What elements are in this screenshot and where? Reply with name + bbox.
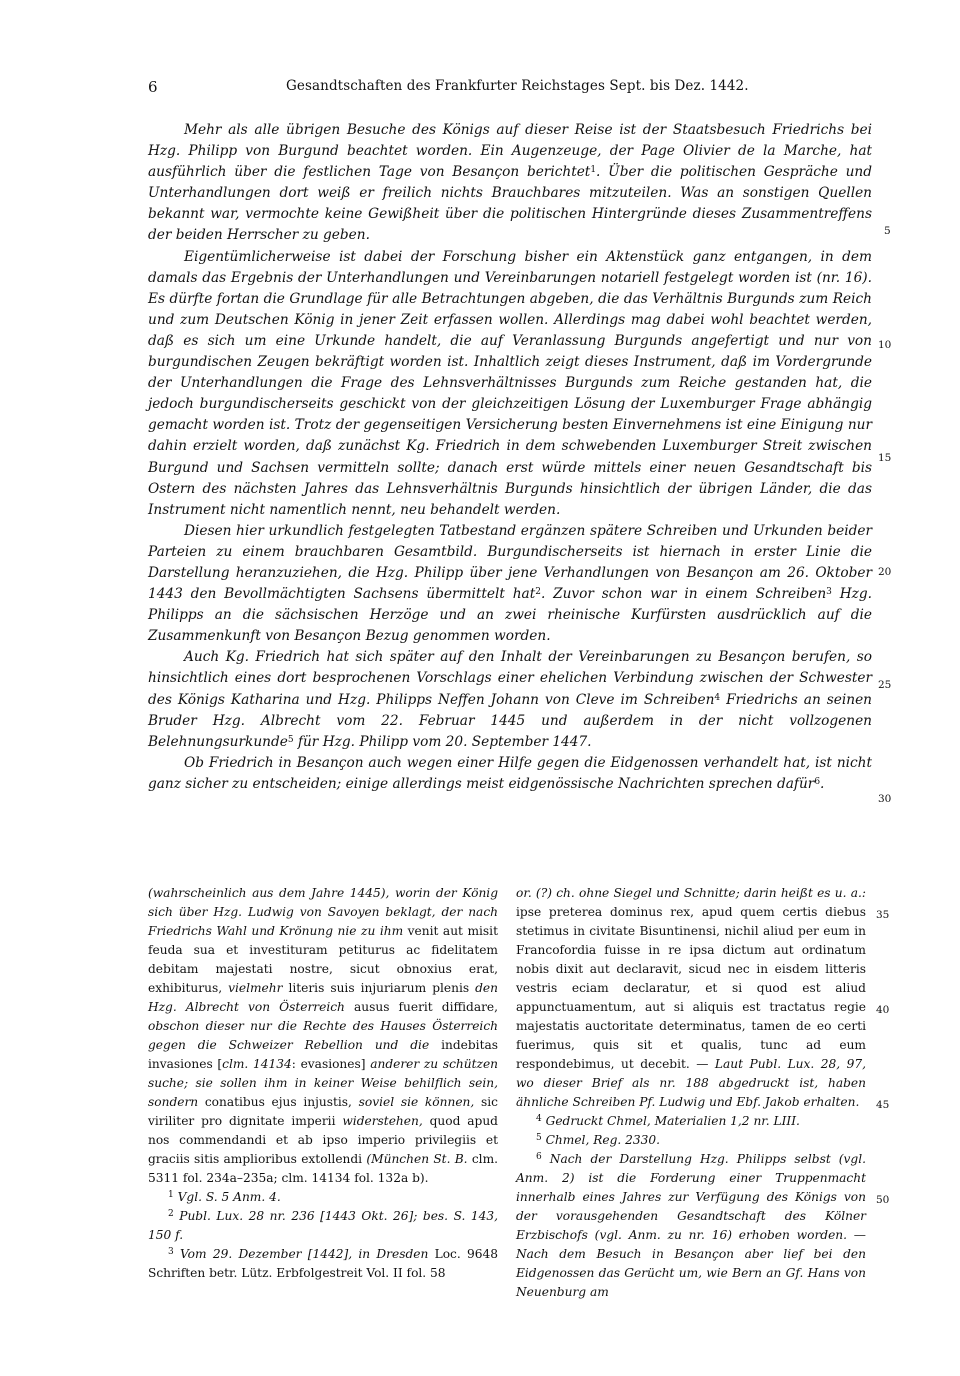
footnotes [148,884,890,1304]
paragraph-3: Diesen hier urkundlich festgelegten Tatbestand ergänzen spätere Schreiben und Urkunden beider Parteien zu einem brauchbaren Gesamtbild. Burgundischerseits ist hiernach in erster Linie die Darstellung heranzuziehen, die Hzg. Philipp über jene Verhandlungen von Besançon am 26. Oktober 1443 den Bevollmächtigten Sachsens übermittelt hat$^2$. Zuvor schon war in einem Schreiben$^3$ Hzg. Philipps an die sächsischen Herzöge und an zwei rheinische Kurfürsten ausdrücklich auf die Zusammenkunft von Besançon Bezug genommen worden. [148,522,872,645]
line-number: 15 [878,452,892,464]
line-number: 40 [876,1004,890,1016]
line-number: 5 [884,225,891,237]
footnote-1: $^1$ Vgl. S. 5 Anm. 4. [168,1190,281,1204]
line-number: 35 [876,909,890,921]
line-number: 10 [878,339,892,351]
page-number: 6 [148,78,158,96]
main-text [148,120,872,795]
footnote-ref-2[interactable]: 2 [535,587,541,598]
footnote-4: $^4$ Gedruckt Chmel, Materialien 1,2 nr. LIII. [536,1114,800,1128]
footnote-ref-1[interactable]: 1 [590,165,597,176]
footnote-5: $^5$ Chmel, Reg. 2330. [536,1133,661,1147]
footnote-ref-5[interactable]: 5 [287,734,294,745]
footnote-3: $^3$ Vom 29. Dezember [1442], in Dresden Loc. 9648 Schriften betr. Lütz. Erbfolgestreit Vol. II fol. 58 [148,1247,499,1280]
paragraph-2: Eigentümlicherweise ist dabei der Forschung bisher ein Aktenstück ganz entgangen, in dem damals das Ergebnis der Unterhandlungen und Vereinbarungen notariell festgelegt worden ist (nr. 16). Es dürfte fortan die Grundlage für alle Betrachtungen abgeben, die das Verhältnis Burgunds zum Reich und zum Deutschen König in jener Zeit erfassen wollen. Allerdings mag dabei wohl beachtet werden, daß es sich um eine Urkunde handelt, die auf Veranlassung Burgunds angefertigt und nur von burgundischen Zeugen bekräftigt worden ist. Inhaltlich zeigt dieses Instrument, daß im Vordergrunde der Unterhandlungen die Frage des Lehnsverhältnisses Burgunds zum Reiche gestanden hat, die jedoch burgundischerseits geschickt von der gleichzeitigen Lösung der Luxemburger Frage abhängig gemacht worden ist. Trotz der gegenseitigen Versicherung besten Einvernehmens ist eine Einigung nur dahin erzielt worden, daß zunächst Kg. Friedrich in dem schwebenden Luxemburger Streit zwischen Burgund und Sachsen vermitteln sollte; danach erst würde mittels einer neuen Gesandtschaft bis Ostern des nächsten Jahres das Lehnsverhältnis Burgunds hinsichtlich der übrigen Länder, die das Instrument nicht namentlich nennt, neu behandelt werden. [148,248,872,518]
line-number: 20 [878,566,892,578]
paragraph-4: Auch Kg. Friedrich hat sich später auf den Inhalt der Vereinbarungen zu Besançon berufen, so hinsichtlich eines dort besprochenen Vorschlags einer ehelichen Verbindung zwischen der Schwester des Königs Katharina und Hzg. Philipps Neffen Johann von Cleve im Schreiben$^4$ Friedrichs an seinen Bruder Hzg. Albrecht vom 22. Februar 1445 und außerdem in der nicht vollzogenen Belehnungsurkunde$^5$ für Hzg. Philipp vom 20. September 1447. [148,649,873,750]
footnote-ref-6[interactable]: 6 [814,776,821,787]
page-header [148,78,872,100]
footnote-2: $^2$ Publ. Lux. 28 nr. 236 [1443 Okt. 26]; bes. S. 143, 150 f. [148,1209,499,1242]
footnotes-right-column [516,884,866,1302]
line-number: 30 [878,793,892,805]
footnote-ref-3[interactable]: 3 [826,587,832,598]
paragraph-5: Ob Friedrich in Besançon auch wegen einer Hilfe gegen die Eidgenossen verhandelt hat, ist nicht ganz sicher zu entscheiden; einige allerdings meist eidgenössische Nachrichten sprechen dafür$^6$. [148,754,872,792]
footnotes-left-column [148,884,498,1283]
line-number: 50 [876,1194,890,1206]
line-number: 45 [876,1099,890,1111]
footnote-ref-4[interactable]: 4 [714,692,721,703]
line-number: 25 [878,679,892,691]
running-title: Gesandtschaften des Frankfurter Reichstages Sept. bis Dez. 1442. [286,78,749,94]
paragraph-1: Mehr als alle übrigen Besuche des Königs auf dieser Reise ist der Staatsbesuch Friedrichs bei Hzg. Philipp von Burgund beachtet worden. Ein Augenzeuge, der Page Olivier de la Marche, hat ausführlich über die festlichen Tage von Besançon berichtet$^1$. Über die politischen Gespräche und Unterhandlungen dort weiß er freilich nichts Brauchbares mitzuteilen. Was an sonstigen Quellen bekannt war, vermochte keine Gewißheit über die politischen Hintergründe dieses Zusammentreffens der beiden Herrscher zu geben. [148,122,872,244]
footnote-3-continuation: or. (?) ch. ohne Siegel und Schnitte; darin heißt es u. a.: ipse preterea dominus rex, apud quem certis diebus stetimus in civitate Bisuntinensi, nichil aliud per eum in Francofordia fuisse in re ipsa dictum aut ordinatum nobis dixit aut declaravit, sicud nec in eisdem litteris vestris eciam declaratur, et si quod est aliud appunctuamentum, aut si aliquis est tractatus regie majestatis auctoritate determinatus, tamen de eo certi fuerimus, quis sit et qualis, tunc ad eum respondebimus, ut decebit. — Laut Publ. Lux. 28, 97, wo dieser Brief als nr. 188 abgedruckt ist, haben ähnliche Schreiben Pf. Ludwig und Ebf. Jakob erhalten. [516,886,867,1109]
footnote-continuation: (wahrscheinlich aus dem Jahre 1445), worin der König sich über Hzg. Ludwig von Savoyen beklagt, der nach Friedrichs Wahl und Krönung nie zu ihm venit aut misit feuda sua et investituram petiturus ac fidelitatem debitam majestati nostre, sicut obnoxius erat, exhibiturus, vielmehr literis suis injuriarum plenis den Hzg. Albrecht von Österreich ausus fuerit diffidare, obschon dieser nur die Rechte des Hauses Österreich gegen die Schweizer Rebellion und die indebitas invasiones [clm. 14134: evasiones] anderer zu schützen suche; sie sollen ihm in keiner Weise behilflich sein, sondern conatibus ejus injustis, soviel sie können, sic viriliter pro dignitate imperii widerstehen, quod apud nos commendandi et ab ipso imperio privilegiis et graciis sitis amplioribus extollendi (München St. B. clm. 5311 fol. 234a–235a; clm. 14134 fol. 132a b). [148,886,499,1185]
footnote-6: $^6$ Nach der Darstellung Hzg. Philipps selbst (vgl. Anm. 2) ist die Forderung einer Truppenmacht innerhalb eines Jahres zur Verfügung des Königs von der vorausgehenden Gesandtschaft des Kölner Erzbischofs (vgl. Anm. zu nr. 16) erhoben worden. — Nach dem Besuch in Besançon aber lief bei den Eidgenossen das Gerücht um, wie Bern an Gf. Hans von Neuenburg am [516,1152,866,1299]
